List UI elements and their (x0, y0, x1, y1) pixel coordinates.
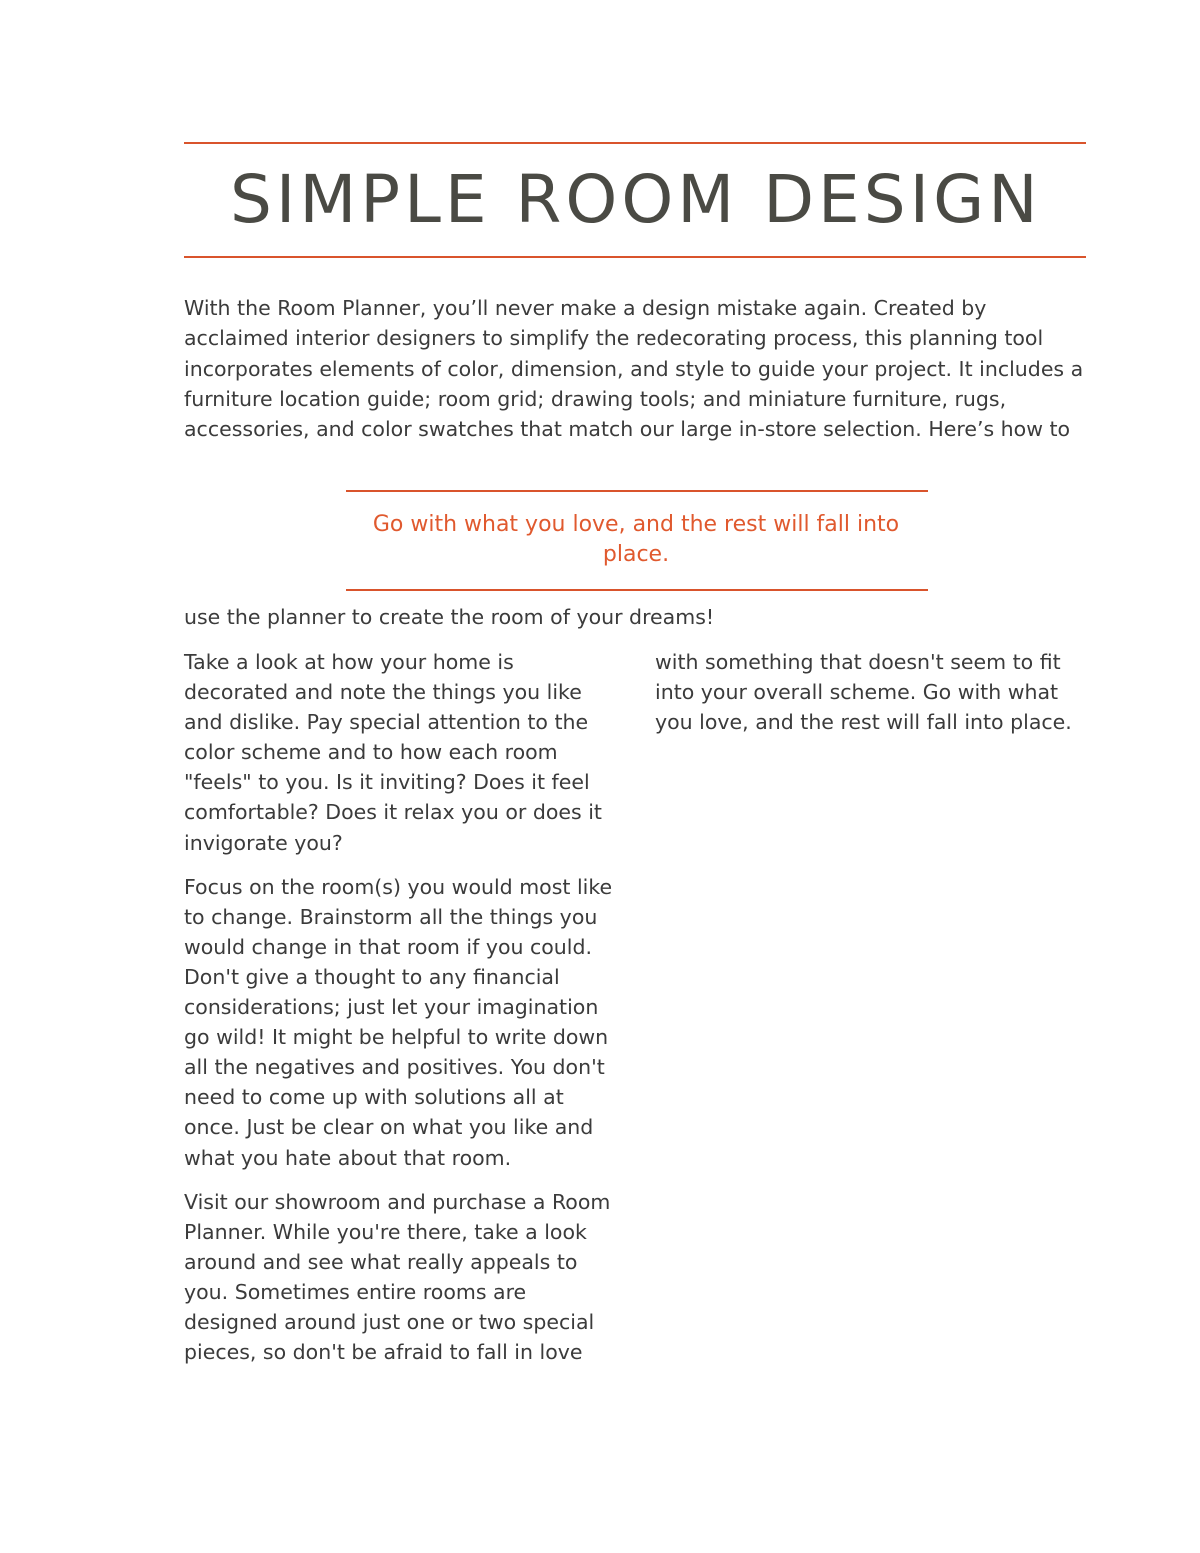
paragraph-continued: with something that doesn't seem to fit into your overall scheme. Go with what you love, and the rest will fall into place. (655, 650, 1072, 735)
intro-paragraph: With the Room Planner, you’ll never make a design mistake again. Created by acclaimed interior designers to simplify the redecorating process, this planning tool incorporates elements of color, dimension, and style to guide your project. It includes a furniture location guide; room grid; drawing tools; and miniature furniture, rugs, accessories, and color swatches that match our large in-store selection. Here’s how to (184, 296, 1084, 442)
pull-quote: Go with what you love, and the rest will fall into place. (372, 512, 900, 567)
left-column (184, 647, 624, 1381)
paragraph-visit-showroom: Visit our showroom and purchase a Room Planner. While you're there, take a look around and see what really appeals to you. Sometimes entire rooms are designed around just one or two special pieces, so don't be afraid to fall in love (184, 1189, 611, 1365)
quote-bottom-rule (346, 589, 928, 591)
paragraph-look-at-home: Take a look at how your home is decorated and note the things you like and dislike. Pay special attention to the color scheme and to how each room "feels" to you. Is it inviting? Does it feel comfortable? Does it relax you or does it invigorate you? (184, 650, 602, 855)
title-top-rule (184, 142, 1086, 144)
title-bottom-rule (184, 256, 1086, 258)
quote-top-rule (346, 490, 928, 492)
paragraph-focus-on-room: Focus on the room(s) you would most like to change. Brainstorm all the things you would change in that room if you could. Don't give a thought to any financial considerations; just let your imagination go wild! It might be helpful to write down all the negatives and positives. You don't need to come up with solutions all at once. Just be clear on what you like and what you hate about that room. (184, 874, 613, 1170)
intro-continued: use the planner to create the room of your dreams! (184, 605, 715, 629)
right-column (655, 647, 1085, 751)
page-title: SIMPLE ROOM DESIGN (230, 161, 1042, 238)
